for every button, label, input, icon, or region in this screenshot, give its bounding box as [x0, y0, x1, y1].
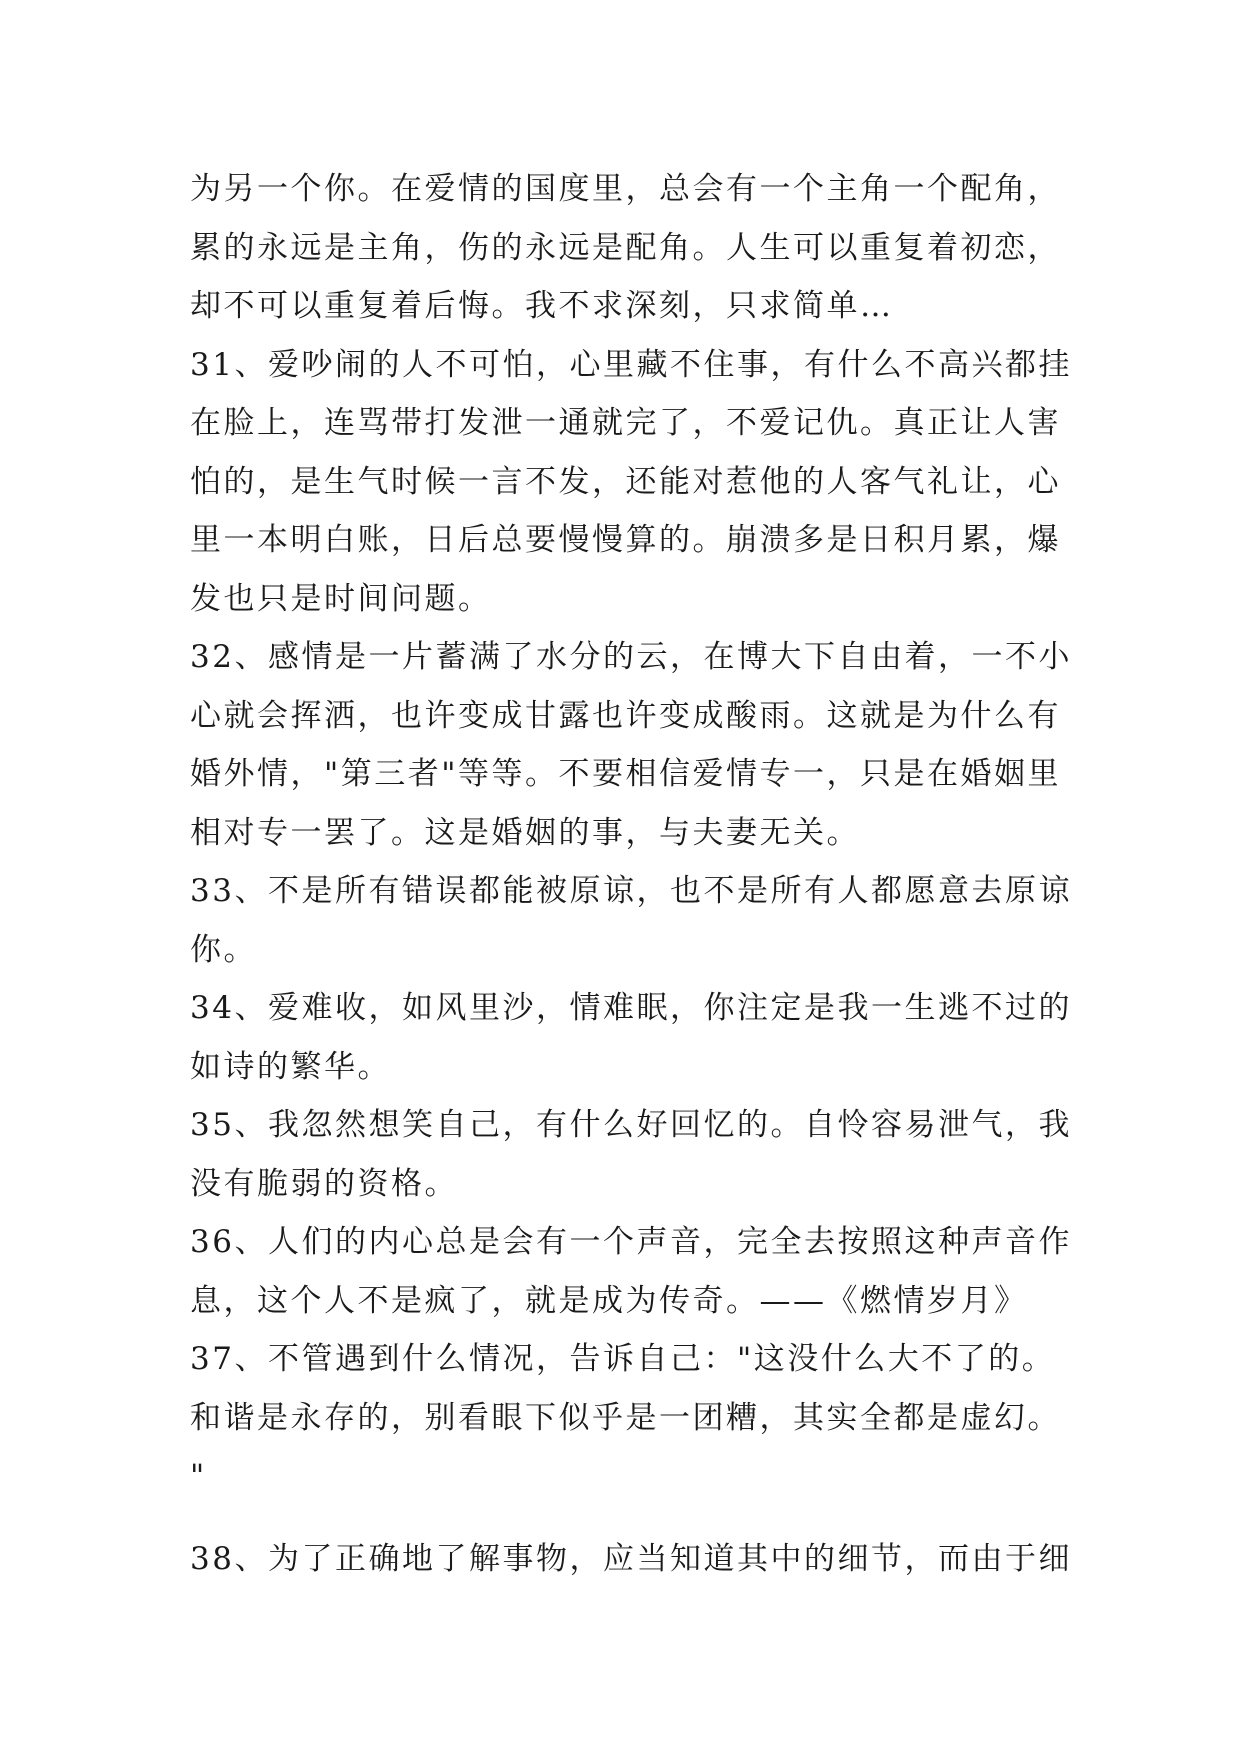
paragraph-gap	[190, 1506, 1070, 1530]
text-line: 35、我忽然想笑自己，有什么好回忆的。自怜容易泄气，我	[190, 1107, 1072, 1143]
text-line: 相对专一罢了。这是婚姻的事，与夫妻无关。	[190, 814, 860, 851]
text-line: 和谐是永存的，别看眼下似乎是一团糟，其实全都是虚幻。	[190, 1399, 1061, 1436]
text-line: 为另一个你。在爱情的国度里，总会有一个主角一个配角，	[190, 171, 1061, 207]
text-line: 在脸上，连骂带打发泄一通就完了，不爱记仇。真正让人害	[190, 405, 1061, 441]
text-line: 31、爱吵闹的人不可怕，心里藏不住事，有什么不高兴都挂	[190, 346, 1072, 383]
text-line: 怕的，是生气时候一言不发，还能对惹他的人客气礼让，心	[190, 463, 1061, 500]
body-text	[190, 160, 1070, 1588]
text-line: 心就会挥洒，也许变成甘露也许变成酸雨。这就是为什么有	[190, 697, 1061, 734]
text-line: 你。	[190, 931, 257, 968]
text-line: 37、不管遇到什么情况，告诉自己："这没什么大不了的。	[190, 1341, 1056, 1377]
text-line: 没有脆弱的资格。	[190, 1165, 458, 1202]
text-line: 却不可以重复着后悔。我不求深刻，只求简单…	[190, 288, 894, 324]
text-line: 32、感情是一片蓄满了水分的云，在博大下自由着，一不小	[190, 639, 1072, 675]
text-line: "	[190, 1458, 207, 1494]
text-line: 34、爱难收，如风里沙，情难眠，你注定是我一生逃不过的	[190, 990, 1072, 1026]
text-line: 里一本明白账，日后总要慢慢算的。崩溃多是日积月累，爆	[190, 522, 1061, 558]
text-line: 36、人们的内心总是会有一个声音，完全去按照这种声音作	[190, 1224, 1072, 1260]
text-line: 息，这个人不是疯了，就是成为传奇。——《燃情岁月》	[190, 1282, 1028, 1319]
text-line: 33、不是所有错误都能被原谅，也不是所有人都愿意去原谅	[190, 873, 1072, 909]
text-line: 38、为了正确地了解事物，应当知道其中的细节，而由于细	[190, 1540, 1072, 1577]
text-line: 累的永远是主角，伤的永远是配角。人生可以重复着初恋，	[190, 229, 1061, 266]
text-line: 婚外情，"第三者"等等。不要相信爱情专一，只是在婚姻里	[190, 756, 1062, 792]
text-line: 如诗的繁华。	[190, 1048, 391, 1085]
text-line: 发也只是时间问题。	[190, 580, 492, 617]
